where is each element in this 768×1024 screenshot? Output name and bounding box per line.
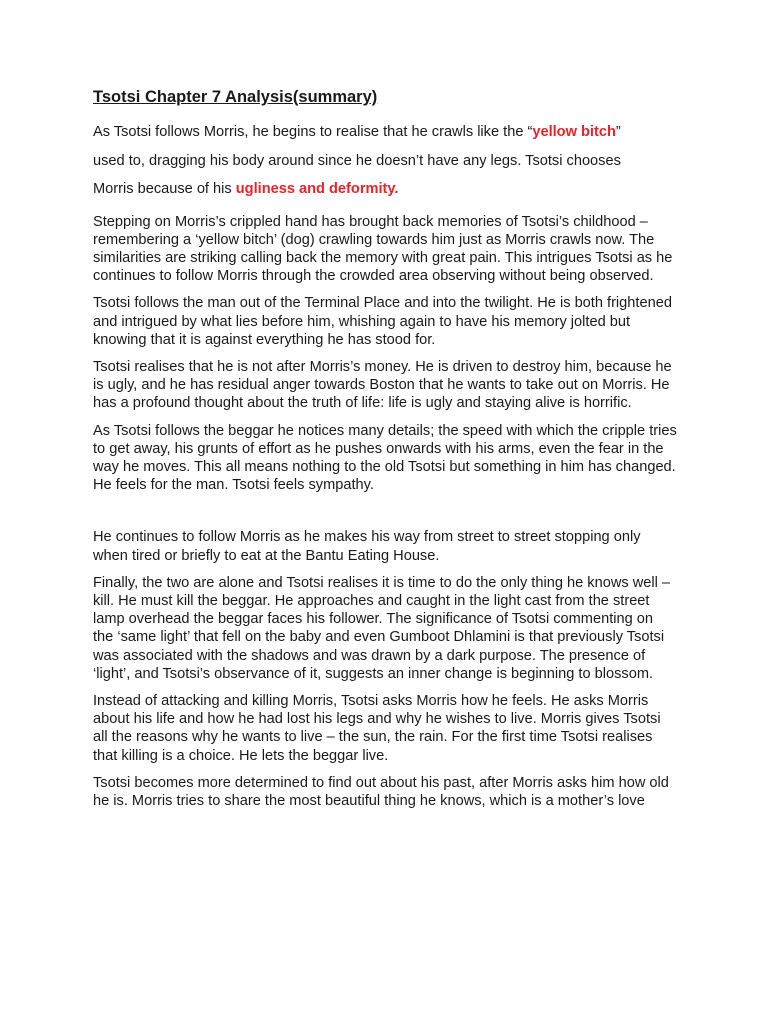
paragraph-choice: Instead of attacking and killing Morris, Tsotsi asks Morris how he feels. He asks Morris about his life and how he had lost his legs and why he wishes to live. Morris gives Tsotsi all the reasons why he wants to live – the sun, the rain. For the first time Tsotsi realises that killing is a choice. He lets the beggar live.: [93, 692, 661, 764]
document-title: Tsotsi Chapter 7 Analysis(summary): [93, 88, 378, 106]
paragraph-twilight: Tsotsi follows the man out of the Terminal Place and into the twilight. He is both frightened and intrigued by what lies before him, whishing again to have his memory jolted but knowing that it is against everything he has stood for.: [93, 295, 672, 348]
paragraph-sympathy: As Tsotsi follows the beggar he notices many details; the speed with which the cripple tries to get away, his grunts of effort as he pushes onwards with his arms, even the fear in the way he moves. This all means nothing to the old Tsotsi but something in him has changed. He feels for the man. Tsotsi feels sympathy.: [93, 422, 677, 494]
paragraph-memories: Stepping on Morris’s crippled hand has brought back memories of Tsotsi’s childhood – remembering a ‘yellow bitch’ (dog) crawling towards him just as Morris crawls now. The similarities are striking calling back the memory with great pain. This intrigues Tsotsi as he continues to follow Morris through the crowded area observing without being observed.: [93, 213, 673, 285]
paragraph-mothers-love: Tsotsi becomes more determined to find out about his past, after Morris asks him how old he is. Morris tries to share the most beautiful thing he knows, which is a mother’s love: [93, 774, 669, 809]
intro-line-1-text: As Tsotsi follows Morris, he begins to realise that he crawls like the “: [93, 124, 533, 140]
paragraph-light: Finally, the two are alone and Tsotsi realises it is time to do the only thing he knows well – kill. He must kill the beggar. He approaches and caught in the light cast from the street lamp overhead the beggar faces his follower. The significance of Tsotsi commenting on the ‘same light’ that fell on the baby and even Gumboot Dhlamini is that previously Tsotsi was associated with the shadows and was drawn by a dark purpose. The presence of ‘light’, and Tsotsi’s observance of it, suggests an inner change is beginning to blossom.: [93, 574, 671, 682]
intro-line-3: [93, 175, 677, 204]
highlight-ugliness: ugliness and deformity.: [235, 181, 399, 197]
paragraph-street: He continues to follow Morris as he makes his way from street to street stopping only when tired or briefly to eat at the Bantu Eating House.: [93, 529, 641, 564]
intro-line-3-text: Morris because of his: [93, 181, 236, 197]
paragraph-money: Tsotsi realises that he is not after Morris’s money. He is driven to destroy him, because he is ugly, and he has residual anger towards Boston that he wants to take out on Morris. He has a profound thought about the truth of life: life is ugly and staying alive is horrific.: [93, 358, 672, 412]
intro-line-1-close-quote: ”: [615, 124, 621, 140]
intro-line-1: [93, 118, 677, 147]
intro-line-2: used to, dragging his body around since he doesn’t have any legs. Tsotsi chooses: [93, 152, 621, 169]
document-body: [93, 86, 677, 810]
highlight-yellow-bitch: yellow bitch: [532, 124, 616, 140]
